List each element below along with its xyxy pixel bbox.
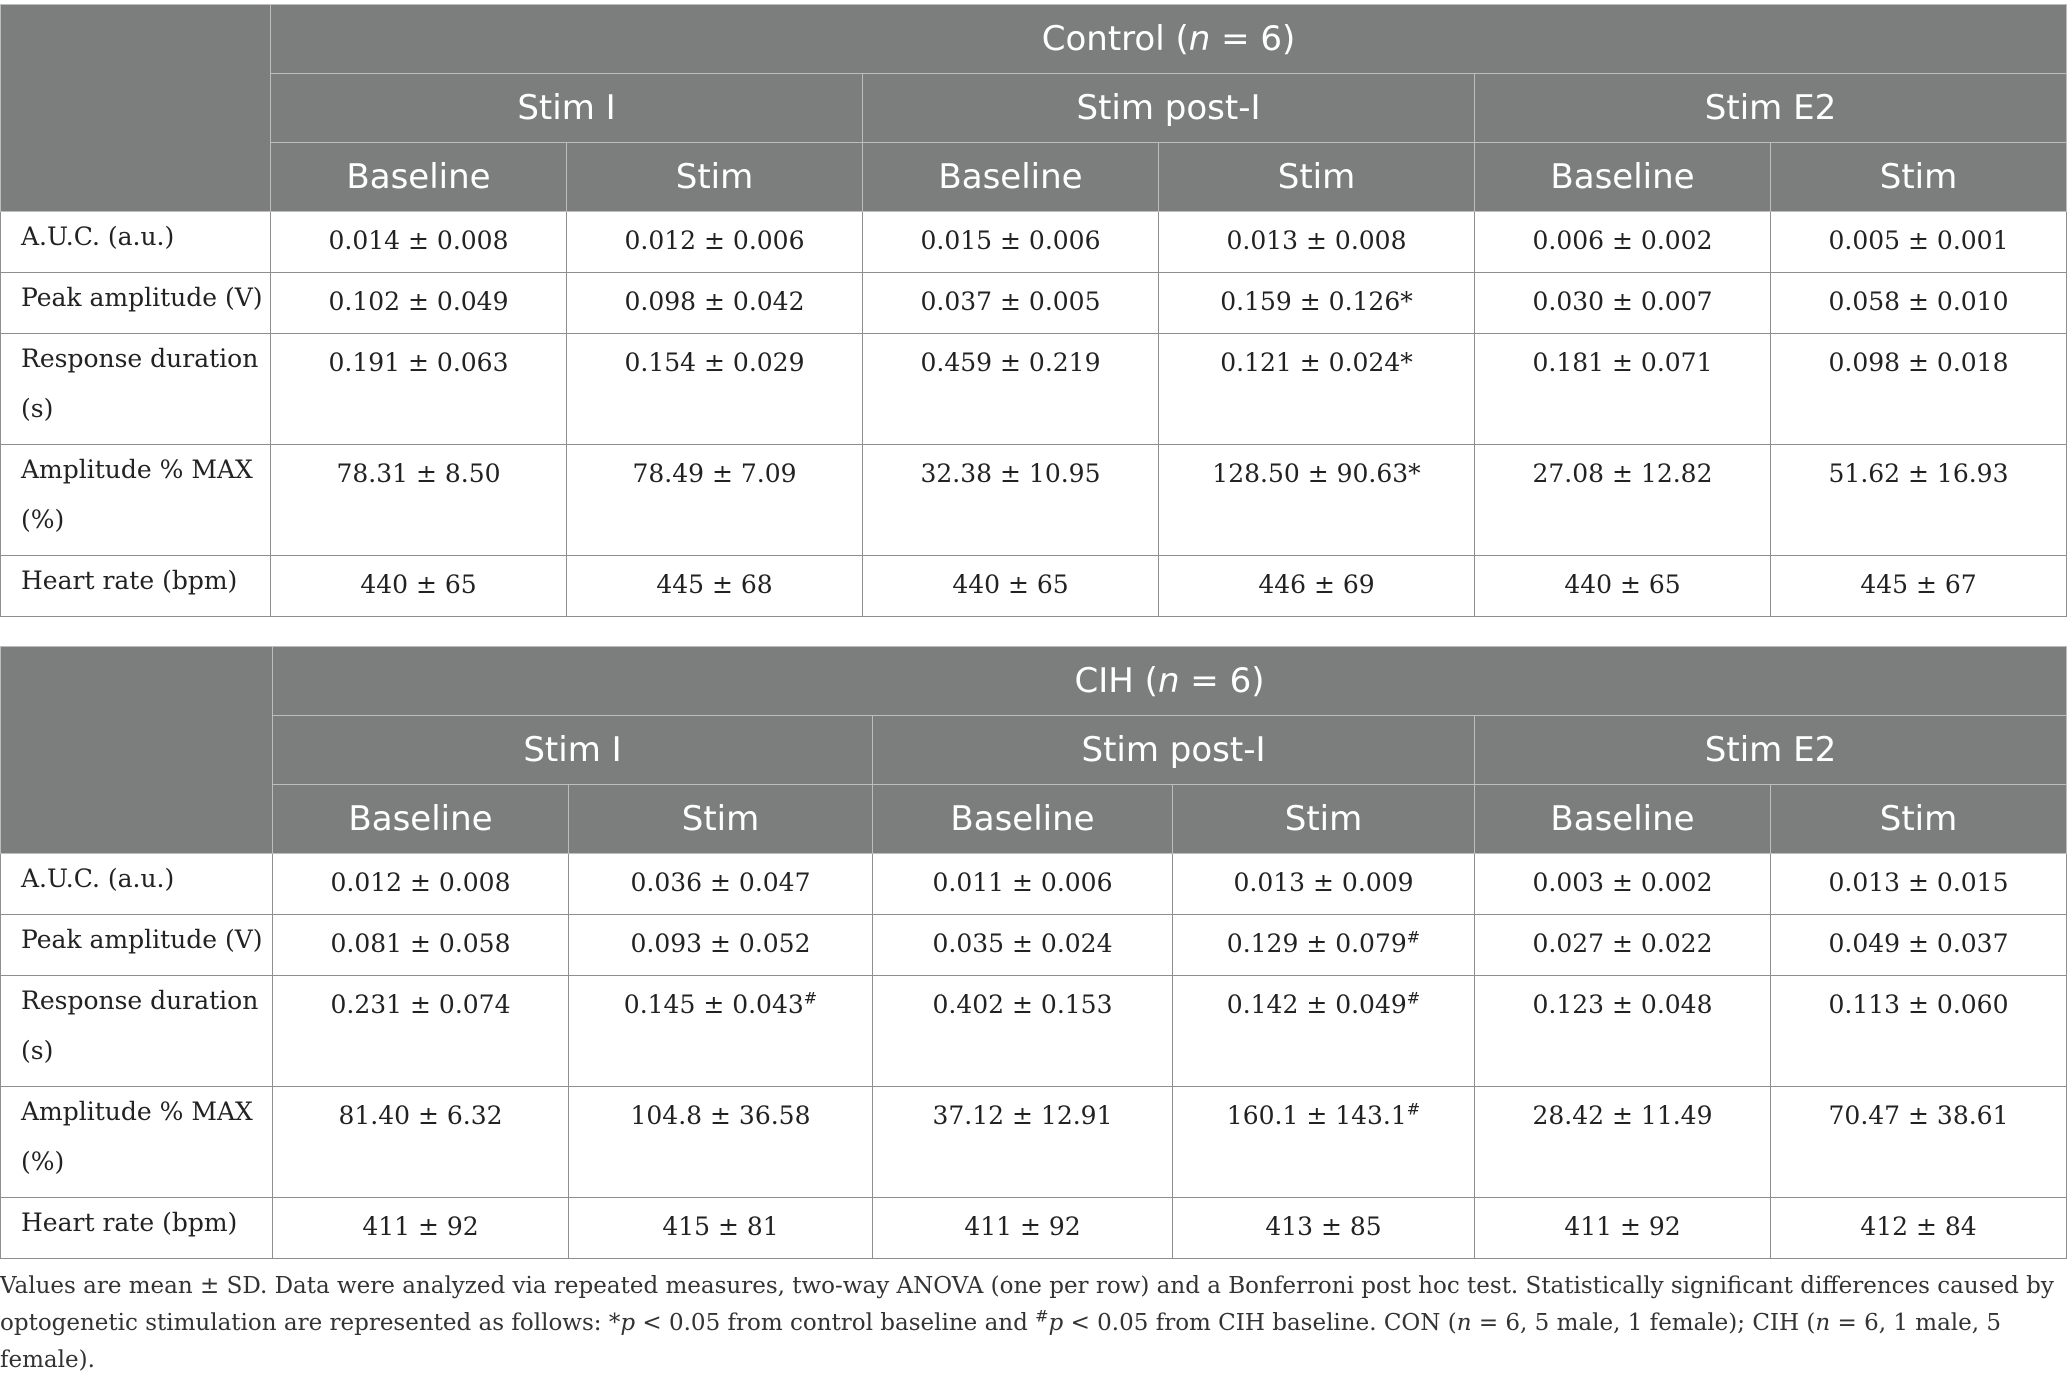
table-cell: 0.014 ± 0.008	[271, 212, 567, 273]
table-cell: 0.049 ± 0.037	[1771, 915, 2067, 976]
phase-header: Baseline	[873, 785, 1173, 854]
table-cell: 0.013 ± 0.008	[1159, 212, 1475, 273]
phase-header: Stim	[569, 785, 873, 854]
table-row	[1, 334, 2067, 445]
table-cell: 0.102 ± 0.049	[271, 273, 567, 334]
table-cell: 0.098 ± 0.042	[567, 273, 863, 334]
condition-header: Stim I	[271, 74, 863, 143]
table-cell: 0.058 ± 0.010	[1771, 273, 2067, 334]
table-cell: 70.47 ± 38.61	[1771, 1087, 2067, 1198]
table-cell: 0.081 ± 0.058	[273, 915, 569, 976]
condition-header: Stim E2	[1475, 74, 2067, 143]
table-cell: 0.181 ± 0.071	[1475, 334, 1771, 445]
table-cell: 445 ± 67	[1771, 556, 2067, 617]
condition-header: Stim post-I	[863, 74, 1475, 143]
table-cell: 0.159 ± 0.126*	[1159, 273, 1475, 334]
table-cell: 32.38 ± 10.95	[863, 445, 1159, 556]
table-row	[1, 273, 2067, 334]
table-cell: 440 ± 65	[863, 556, 1159, 617]
phase-header: Stim	[1771, 785, 2067, 854]
group-header: Control (n = 6)	[271, 5, 2067, 74]
table-row	[1, 915, 2067, 976]
row-label: A.U.C. (a.u.)	[1, 854, 273, 915]
table-cell: 0.121 ± 0.024*	[1159, 334, 1475, 445]
table-cell: 0.402 ± 0.153	[873, 976, 1173, 1087]
hash-mark: #	[1406, 988, 1421, 1008]
table-cell: 0.036 ± 0.047	[569, 854, 873, 915]
row-label: A.U.C. (a.u.)	[1, 212, 271, 273]
table-row	[1, 212, 2067, 273]
phase-header: Baseline	[863, 143, 1159, 212]
table-cell: 0.154 ± 0.029	[567, 334, 863, 445]
phase-header: Baseline	[1475, 143, 1771, 212]
row-label: Response duration (s)	[1, 976, 273, 1087]
row-label: Amplitude % MAX (%)	[1, 445, 271, 556]
table-cell: 78.49 ± 7.09	[567, 445, 863, 556]
phase-header: Baseline	[1475, 785, 1771, 854]
table-cell: 28.42 ± 11.49	[1475, 1087, 1771, 1198]
table-cell: 446 ± 69	[1159, 556, 1475, 617]
table-footnote: Values are mean ± SD. Data were analyzed via repeated measures, two-way ANOVA (one per row) and a Bonferroni post hoc test. Statistically significant differences caused by optogenetic stimulation are represented as follows: *p < 0.05 from control baseline and #p < 0.05 from CIH baseline. CON (n = 6, 5 male, 1 female); CIH (n = 6, 1 male, 5 female).	[0, 1273, 2054, 1373]
table-cell: 0.006 ± 0.002	[1475, 212, 1771, 273]
hash-mark: #	[803, 988, 818, 1008]
table-cell: 0.030 ± 0.007	[1475, 273, 1771, 334]
table-cell: 445 ± 68	[567, 556, 863, 617]
table-cell: 128.50 ± 90.63*	[1159, 445, 1475, 556]
condition-header: Stim post-I	[873, 716, 1475, 785]
table-row	[1, 854, 2067, 915]
table-cell: 0.123 ± 0.048	[1475, 976, 1771, 1087]
table-cell: 78.31 ± 8.50	[271, 445, 567, 556]
table-cell: 0.013 ± 0.009	[1173, 854, 1475, 915]
table-cell: 0.191 ± 0.063	[271, 334, 567, 445]
table-cell: 0.037 ± 0.005	[863, 273, 1159, 334]
table-cell: 411 ± 92	[1475, 1198, 1771, 1259]
row-label: Peak amplitude (V)	[1, 915, 273, 976]
table-cell: 81.40 ± 6.32	[273, 1087, 569, 1198]
table-cell: 0.231 ± 0.074	[273, 976, 569, 1087]
phase-header: Baseline	[271, 143, 567, 212]
table-cell: 0.035 ± 0.024	[873, 915, 1173, 976]
table-cell: 0.098 ± 0.018	[1771, 334, 2067, 445]
table-row	[1, 976, 2067, 1087]
control-table	[0, 4, 2067, 617]
row-label: Peak amplitude (V)	[1, 273, 271, 334]
table-cell: 440 ± 65	[271, 556, 567, 617]
table-cell: 0.459 ± 0.219	[863, 334, 1159, 445]
table-cell: 51.62 ± 16.93	[1771, 445, 2067, 556]
corner-cell	[1, 5, 271, 212]
row-label: Response duration (s)	[1, 334, 271, 445]
phase-header: Stim	[1159, 143, 1475, 212]
cih-table	[0, 646, 2067, 1259]
table-cell: 0.129 ± 0.079#	[1173, 915, 1475, 976]
table-cell: 413 ± 85	[1173, 1198, 1475, 1259]
table-cell: 440 ± 65	[1475, 556, 1771, 617]
table-cell: 0.013 ± 0.015	[1771, 854, 2067, 915]
table-cell: 0.005 ± 0.001	[1771, 212, 2067, 273]
condition-header: Stim I	[273, 716, 873, 785]
hash-mark: #	[1035, 1306, 1049, 1326]
table-cell: 0.003 ± 0.002	[1475, 854, 1771, 915]
table-row	[1, 445, 2067, 556]
phase-header: Stim	[1771, 143, 2067, 212]
table-cell: 27.08 ± 12.82	[1475, 445, 1771, 556]
table-cell: 0.145 ± 0.043#	[569, 976, 873, 1087]
table-cell: 0.142 ± 0.049#	[1173, 976, 1475, 1087]
table-row	[1, 556, 2067, 617]
table-cell: 0.027 ± 0.022	[1475, 915, 1771, 976]
table-cell: 412 ± 84	[1771, 1198, 2067, 1259]
row-label: Amplitude % MAX (%)	[1, 1087, 273, 1198]
table-cell: 160.1 ± 143.1#	[1173, 1087, 1475, 1198]
corner-cell	[1, 647, 273, 854]
table-cell: 415 ± 81	[569, 1198, 873, 1259]
table-cell: 0.113 ± 0.060	[1771, 976, 2067, 1087]
hash-mark: #	[1406, 927, 1421, 947]
table-cell: 411 ± 92	[273, 1198, 569, 1259]
phase-header: Baseline	[273, 785, 569, 854]
phase-header: Stim	[567, 143, 863, 212]
table-cell: 0.012 ± 0.006	[567, 212, 863, 273]
group-header: CIH (n = 6)	[273, 647, 2067, 716]
hash-mark: #	[1406, 1099, 1421, 1119]
condition-header: Stim E2	[1475, 716, 2067, 785]
table-cell: 37.12 ± 12.91	[873, 1087, 1173, 1198]
table-cell: 104.8 ± 36.58	[569, 1087, 873, 1198]
table-cell: 0.015 ± 0.006	[863, 212, 1159, 273]
table-row	[1, 1198, 2067, 1259]
table-cell: 0.093 ± 0.052	[569, 915, 873, 976]
row-label: Heart rate (bpm)	[1, 556, 271, 617]
table-cell: 0.011 ± 0.006	[873, 854, 1173, 915]
row-label: Heart rate (bpm)	[1, 1198, 273, 1259]
table-row	[1, 1087, 2067, 1198]
table-cell: 0.012 ± 0.008	[273, 854, 569, 915]
phase-header: Stim	[1173, 785, 1475, 854]
table-cell: 411 ± 92	[873, 1198, 1173, 1259]
